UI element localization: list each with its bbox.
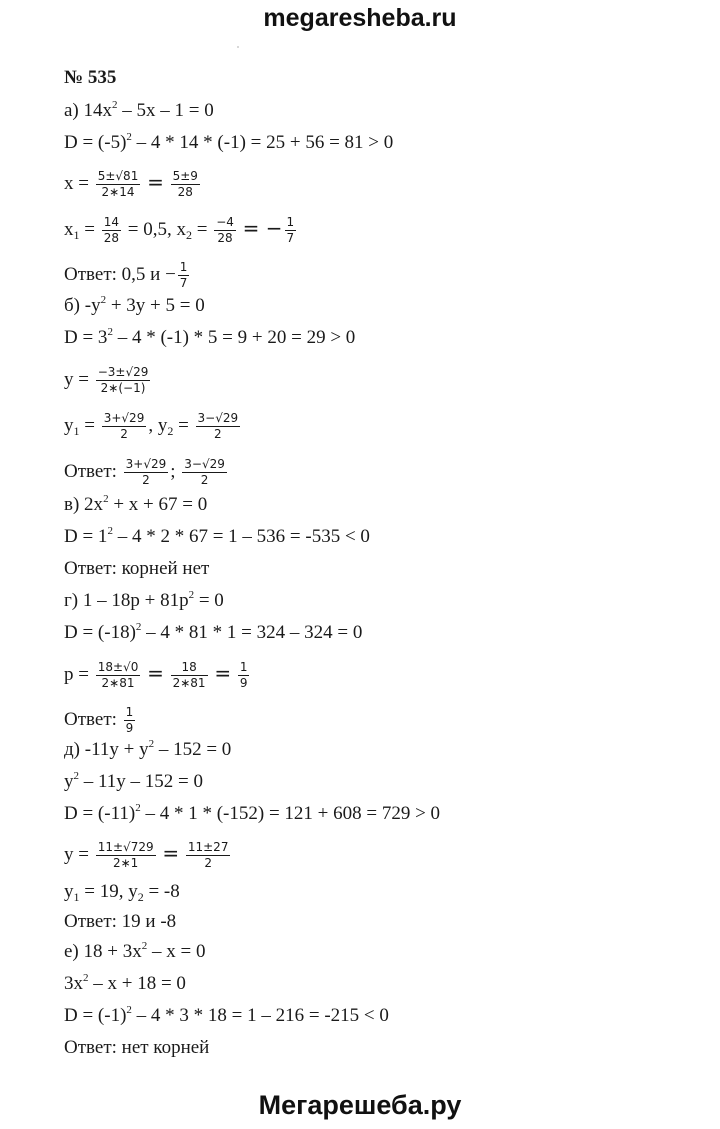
- d-equation: г) $1 - 18p + 81p^2 = 0$: [64, 589, 224, 611]
- e-roots-formula: y = $\frac{11\pm√729}{2∗1}$ = $\frac{11\pm 27}{2}$: [64, 840, 229, 871]
- e-answer: Ответ: 19 и -8: [64, 911, 177, 932]
- c-equation: в) $2x^2 + x + 67 = 0$: [64, 493, 208, 515]
- fraction: $\frac{5\pm 9}{28}$: [172, 169, 198, 200]
- fraction: $\frac{1}{9}$: [125, 705, 134, 735]
- fraction: $\frac{-4}{28}$: [216, 215, 234, 246]
- f-answer: Ответ: нет корней: [64, 1037, 210, 1058]
- c-answer: Ответ: корней нет: [64, 558, 210, 579]
- fraction: $\frac{5\pm√81}{2∗14}$: [97, 169, 139, 200]
- fraction: $\frac{3-√29}{2}$: [184, 457, 225, 487]
- fraction: $\frac{14}{28}$: [103, 215, 119, 246]
- d-discriminant: $D = (-18)^2 - 4 * 81 * 1 = 324 - 324 = 0$: [64, 621, 363, 643]
- decorative-dot: [237, 46, 239, 48]
- a-answer: Ответ: 0,5 и − $\frac{1}{7}$: [64, 260, 188, 290]
- site-header: megaresheba.ru: [263, 4, 457, 32]
- site-footer: Мегарешеба.ру: [258, 1090, 462, 1120]
- b-roots: $y_1$ = $\frac{3+√29}{2}$ , $y_2$ = $\frac{3-√29}{2}$: [64, 411, 239, 441]
- fraction: $\frac{-3\pm√29}{2∗(-1)}$: [97, 365, 149, 395]
- fraction: $\frac{11\pm√729}{2∗1}$: [97, 840, 154, 871]
- fraction: $\frac{3+√29}{2}$: [103, 411, 145, 441]
- a-discriminant: $D = (-5)^2 - 4 * 14 * (-1) = 25 + 56 = 81 > 0$: [64, 131, 394, 153]
- b-roots-formula: y = $\frac{-3\pm√29}{2∗(-1)}$: [64, 365, 149, 395]
- b-answer: Ответ: $\frac{3+√29}{2}$ ; $\frac{3-√29}{2}$: [64, 457, 225, 487]
- fraction: $\frac{3+√29}{2}$: [125, 457, 167, 487]
- b-discriminant: $D = 3^2 - 4 * (-1) * 5 = 9 + 20 = 29 > 0$: [64, 326, 356, 348]
- a-roots-formula: x = $\frac{5\pm√81}{2∗14}$ = $\frac{5\pm 9}{28}$: [64, 169, 198, 200]
- a-roots: $x_1$ = $\frac{14}{28}$ = 0,5, $x_2$ = $\frac{-4}{28}$ = − $\frac{1}{7}$: [64, 215, 295, 246]
- e-roots: $y_1 = 19$, $y_2 = -8$: [64, 881, 180, 904]
- d-roots-formula: p = $\frac{18\pm√0}{2∗81}$ = $\frac{18}{2∗81}$ = $\frac{1}{9}$: [64, 660, 248, 691]
- e-equation-rearranged: $y^2 - 11y - 152 = 0$: [64, 770, 204, 792]
- problem-number: № 535: [64, 67, 117, 88]
- fraction: $\frac{18\pm√0}{2∗81}$: [97, 660, 139, 691]
- fraction: $\frac{1}{7}$: [286, 215, 295, 246]
- fraction: $\frac{18}{2∗81}$: [172, 660, 206, 691]
- fraction: $\frac{1}{9}$: [239, 660, 248, 691]
- e-equation: д) $-11y + y^2 - 152 = 0$: [64, 738, 232, 760]
- fraction: $\frac{11\pm 27}{2}$: [187, 840, 229, 871]
- a-equation: а) $14x^2 - 5x - 1 = 0$: [64, 99, 214, 121]
- f-equation: е) $18 + 3x^2 - x = 0$: [64, 940, 206, 962]
- b-equation: б) $-y^2 + 3y + 5 = 0$: [64, 294, 205, 316]
- f-equation-rearranged: $3x^2 - x + 18 = 0$: [64, 972, 186, 994]
- fraction: $\frac{3-√29}{2}$: [197, 411, 239, 441]
- fraction: $\frac{1}{7}$: [179, 260, 188, 290]
- f-discriminant: $D = (-1)^2 - 4 * 3 * 18 = 1 - 216 = -215 < 0$: [64, 1004, 389, 1026]
- c-discriminant: $D = 1^2 - 4 * 2 * 67 = 1 - 536 = -535 < 0$: [64, 525, 370, 547]
- d-answer: Ответ: $\frac{1}{9}$: [64, 705, 134, 735]
- e-discriminant: $D = (-11)^2 - 4 * 1 * (-152) = 121 + 608 = 729 > 0$: [64, 802, 441, 824]
